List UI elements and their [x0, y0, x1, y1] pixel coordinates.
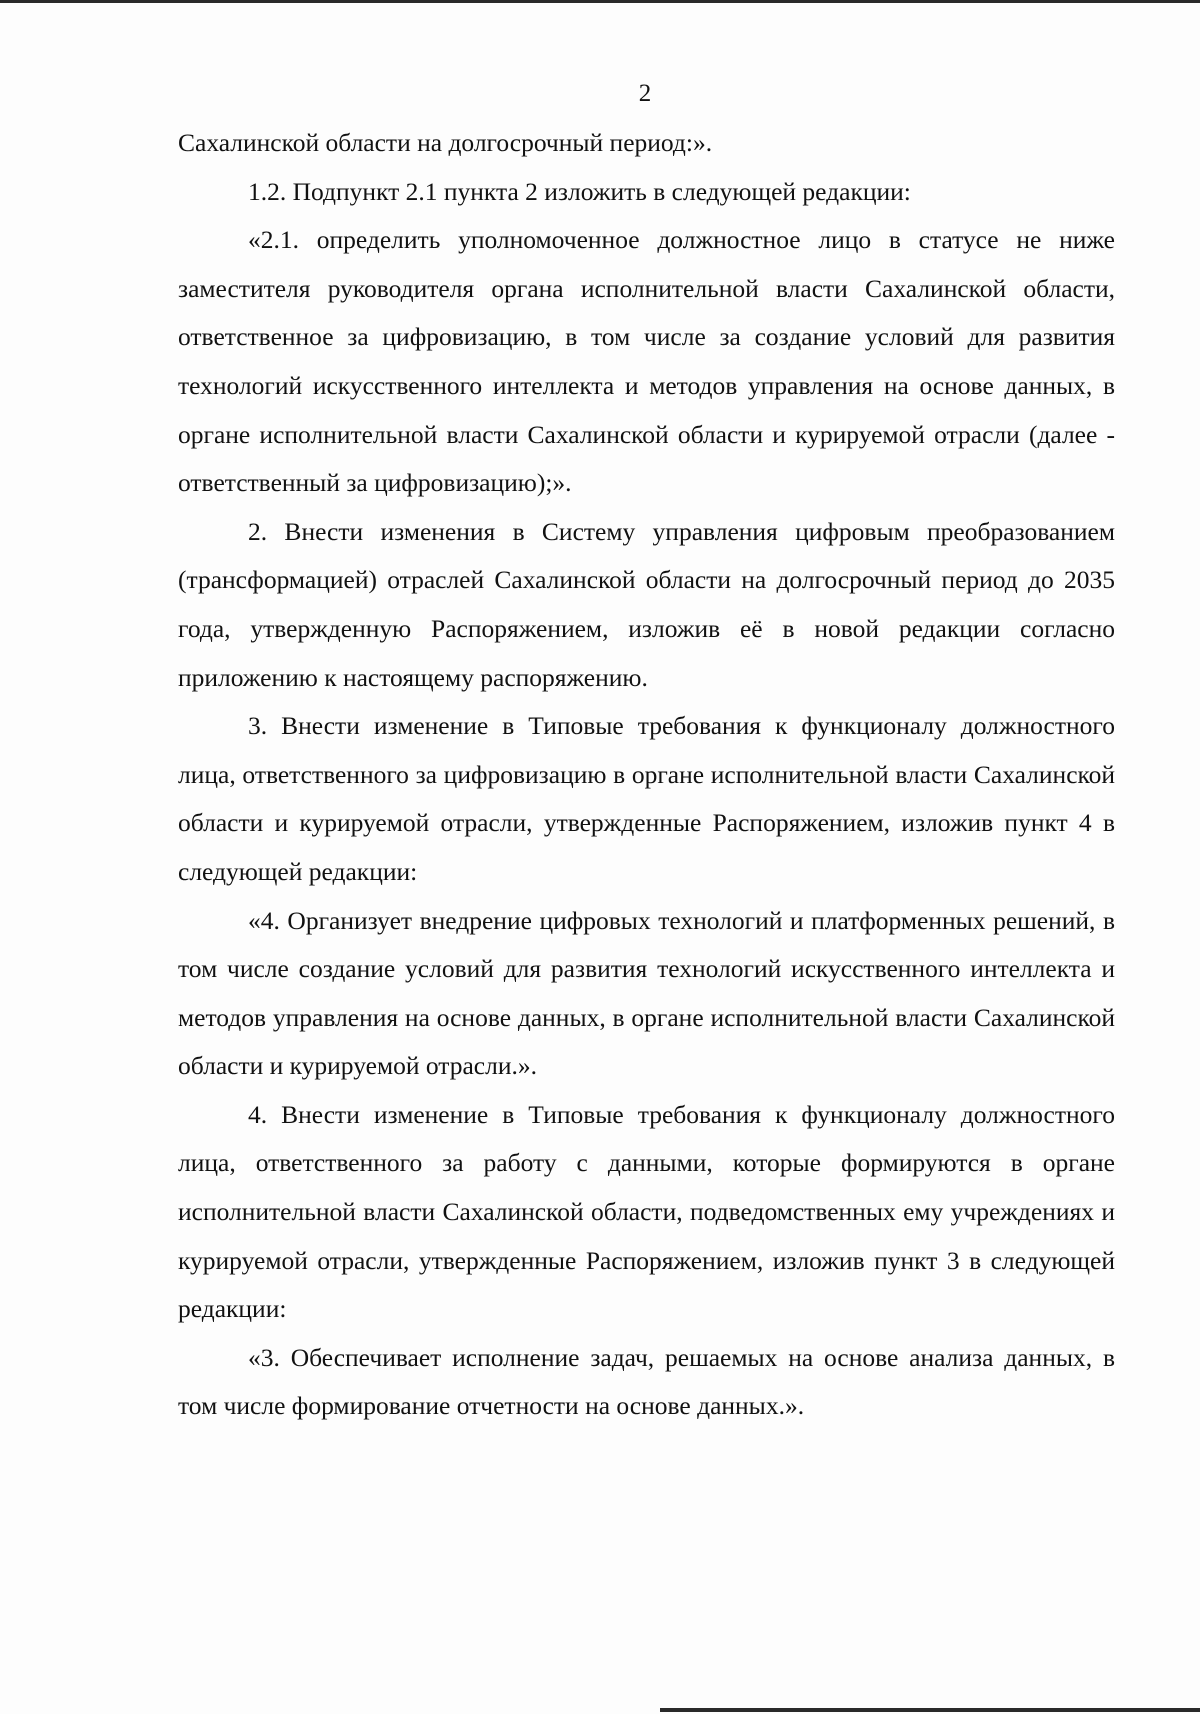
paragraph-quote-2-1: «2.1. определить уполномоченное должностное лицо в статусе не ниже заместителя руководителя органа исполнительной власти Сахалинской области, ответственное за цифровизацию, в том числе за создание условий для развития технологий искусственного интеллекта и методов управления на основе данных, в органе исполнительной власти Сахалинской области и курируемой отрасли (далее - ответственный за цифровизацию);».: [178, 225, 1115, 498]
paragraph-continuation: Сахалинской области на долгосрочный период:».: [178, 128, 713, 157]
paragraph-item-1-2: 1.2. Подпункт 2.1 пункта 2 изложить в следующей редакции:: [248, 176, 911, 206]
paragraph-quote-3: «3. Обеспечивает исполнение задач, решаемых на основе анализа данных, в том числе формирование отчетности на основе данных.».: [178, 1342, 1115, 1421]
paragraph-item-3: 3. Внести изменение в Типовые требования к функционалу должностного лица, ответственного за цифровизацию в органе исполнительной власти Сахалинской области и курируемой отрасли, утвержденные Распоряжением, изложив пункт 4 в следующей редакции:: [178, 711, 1115, 886]
top-border-line: [0, 0, 1200, 3]
bottom-border-line: [660, 1708, 1200, 1712]
paragraph-quote-4: «4. Организует внедрение цифровых технологий и платформенных решений, в том числе создание условий для развития технологий искусственного интеллекта и методов управления на основе данных, в органе исполнительной власти Сахалинской области и курируемой отрасли.».: [178, 905, 1115, 1081]
paragraph-item-2: 2. Внести изменения в Систему управления цифровым преобразованием (трансформацией) отраслей Сахалинской области на долгосрочный период до 2035 года, утвержденную Распоряжением, изложив её в новой редакции согласно приложению к настоящему распоряжению.: [178, 516, 1115, 692]
document-body: [178, 119, 1115, 1431]
paragraph-item-4: 4. Внести изменение в Типовые требования к функционалу должностного лица, ответственного за работу с данными, которые формируются в органе исполнительной власти Сахалинской области, подведомственных ему учреждениях и курируемой отрасли, утвержденные Распоряжением, изложив пункт 3 в следующей редакции:: [178, 1099, 1115, 1324]
page-number: 2: [638, 80, 652, 107]
